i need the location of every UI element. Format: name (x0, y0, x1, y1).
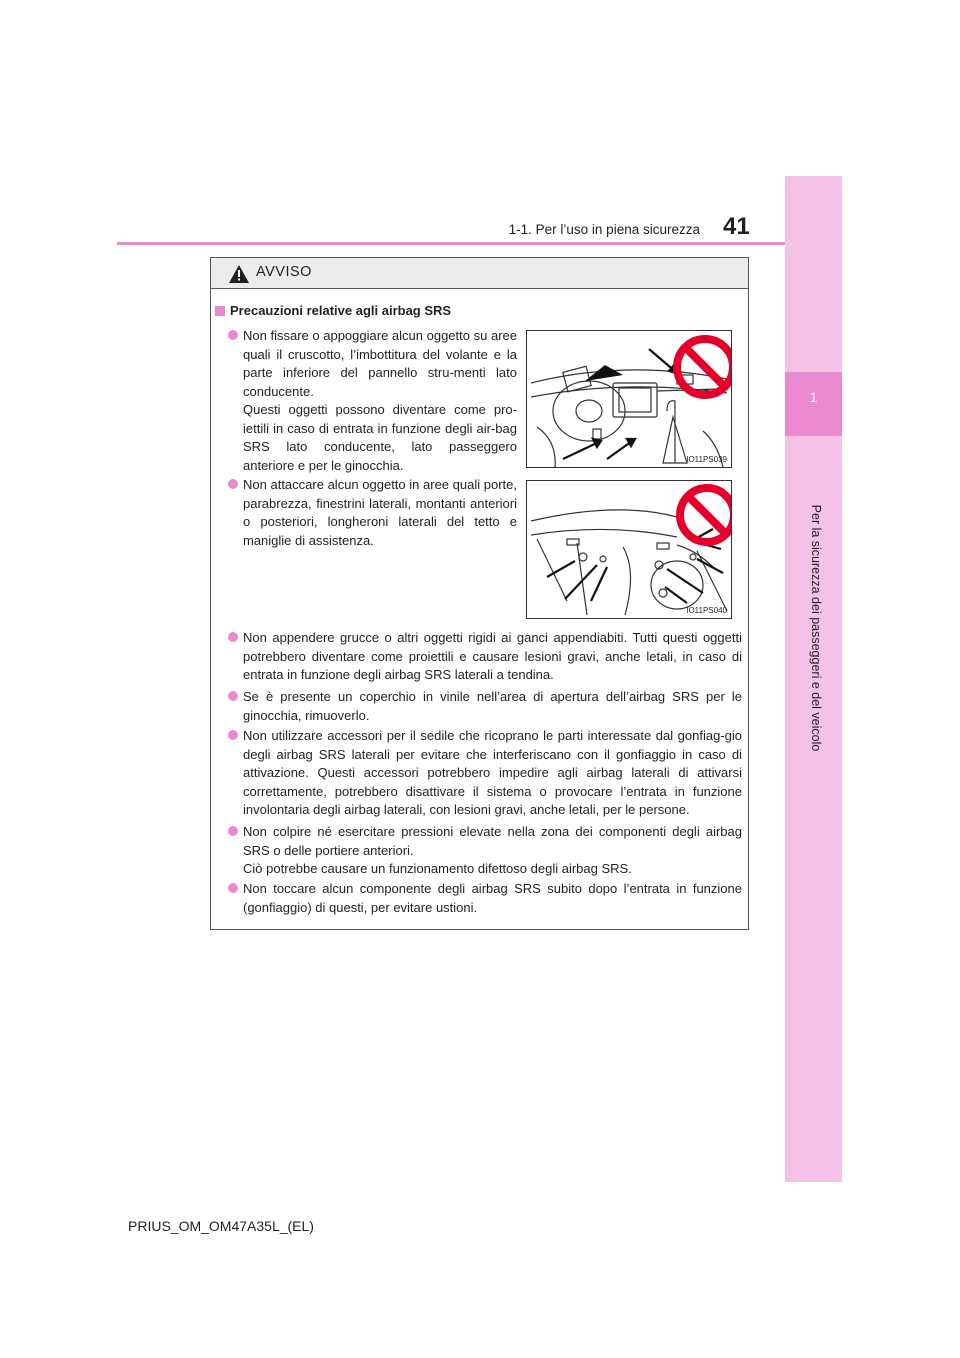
warning-subheading (215, 303, 451, 318)
figure-code: IO11PS039 (686, 455, 727, 464)
list-item-text: Non utilizzare accessori per il sedile che ricoprano le parti interessate dal gonfiag-gio degli airbag SRS laterali per evitare che interferiscano con il gonfiaggio in caso di attivazione. Questi accessori potrebbero impedire agli airbag laterali di attivarsi correttamente, potrebbero disattivare il sistema o provocare l’entrata in funzione involontaria degli airbag laterali, con lesioni gravi, anche letali, per le persone. (243, 728, 742, 817)
figure-code: IO11PS040 (686, 606, 727, 615)
list-item (243, 727, 742, 820)
bullet-icon (228, 330, 238, 340)
list-item (243, 476, 517, 550)
square-bullet-icon (215, 306, 225, 316)
list-item-text: Non fissare o appoggiare alcun oggetto su aree quali il cruscotto, l’imbottitura del volante e la parte inferiore del pannello stru-menti lato conducente. (243, 328, 517, 399)
bullet-icon (228, 632, 238, 642)
list-item-text-2: Ciò potrebbe causare un funzionamento difettoso degli airbag SRS. (243, 861, 632, 876)
list-item (243, 327, 517, 475)
list-item (243, 823, 742, 879)
side-tab-label: Per la sicurezza dei passeggeri e del veicolo (809, 504, 823, 752)
list-item (243, 688, 742, 725)
list-item (243, 629, 742, 685)
dashboard-illustration (526, 330, 732, 468)
subheading-text: Precauzioni relative agli airbag SRS (230, 303, 452, 318)
list-item-text: Non attaccare alcun oggetto in aree quali porte, parabrezza, finestrini laterali, montanti anteriori o posteriori, longheroni laterali del tetto e maniglie di assistenza. (243, 477, 517, 548)
cabin-illustration (526, 480, 732, 619)
list-item (243, 880, 742, 917)
dashboard-drawing (527, 331, 732, 468)
warning-title: AVVISO (256, 264, 312, 280)
warning-header (211, 258, 748, 289)
bullet-icon (228, 691, 238, 701)
list-item-text: Non toccare alcun componente degli airbag SRS subito dopo l’entrata in funzione (gonfiaggio) di questi, per evitare ustioni. (243, 881, 742, 915)
list-item-text: Non colpire né esercitare pressioni elevate nella zona dei componenti degli airbag SRS o delle portiere anteriori. (243, 824, 742, 858)
prohibition-icon (677, 339, 732, 395)
list-item-text-2: Questi oggetti possono diventare come pro-iettili in caso di entrata in funzione degli air-bag SRS lato conducente, lato passeggero anteriore e per le ginocchia. (243, 402, 517, 473)
header-rule (117, 242, 841, 245)
cabin-drawing (527, 481, 732, 619)
bullet-icon (228, 730, 238, 740)
chapter-number: 1 (809, 389, 818, 405)
bullet-icon (228, 826, 238, 836)
bullet-icon (228, 479, 238, 489)
section-title: 1-1. Per l’uso in piena sicurezza (508, 222, 700, 237)
footer-code: PRIUS_OM_OM47A35L_(EL) (128, 1218, 314, 1234)
warning-triangle-icon (229, 265, 249, 283)
bullet-icon (228, 883, 238, 893)
list-item-text: Non appendere grucce o altri oggetti rigidi ai ganci appendiabiti. Tutti questi oggetti potrebbero diventare come proiettili e causare lesioni gravi, anche letali, in caso di entrata in funzione degli airbag SRS laterali a tendina. (243, 630, 742, 682)
page-number: 41 (723, 213, 750, 240)
list-item-text: Se è presente un coperchio in vinile nell’area di apertura dell’airbag SRS per le ginocchia, rimuoverlo. (243, 689, 742, 723)
